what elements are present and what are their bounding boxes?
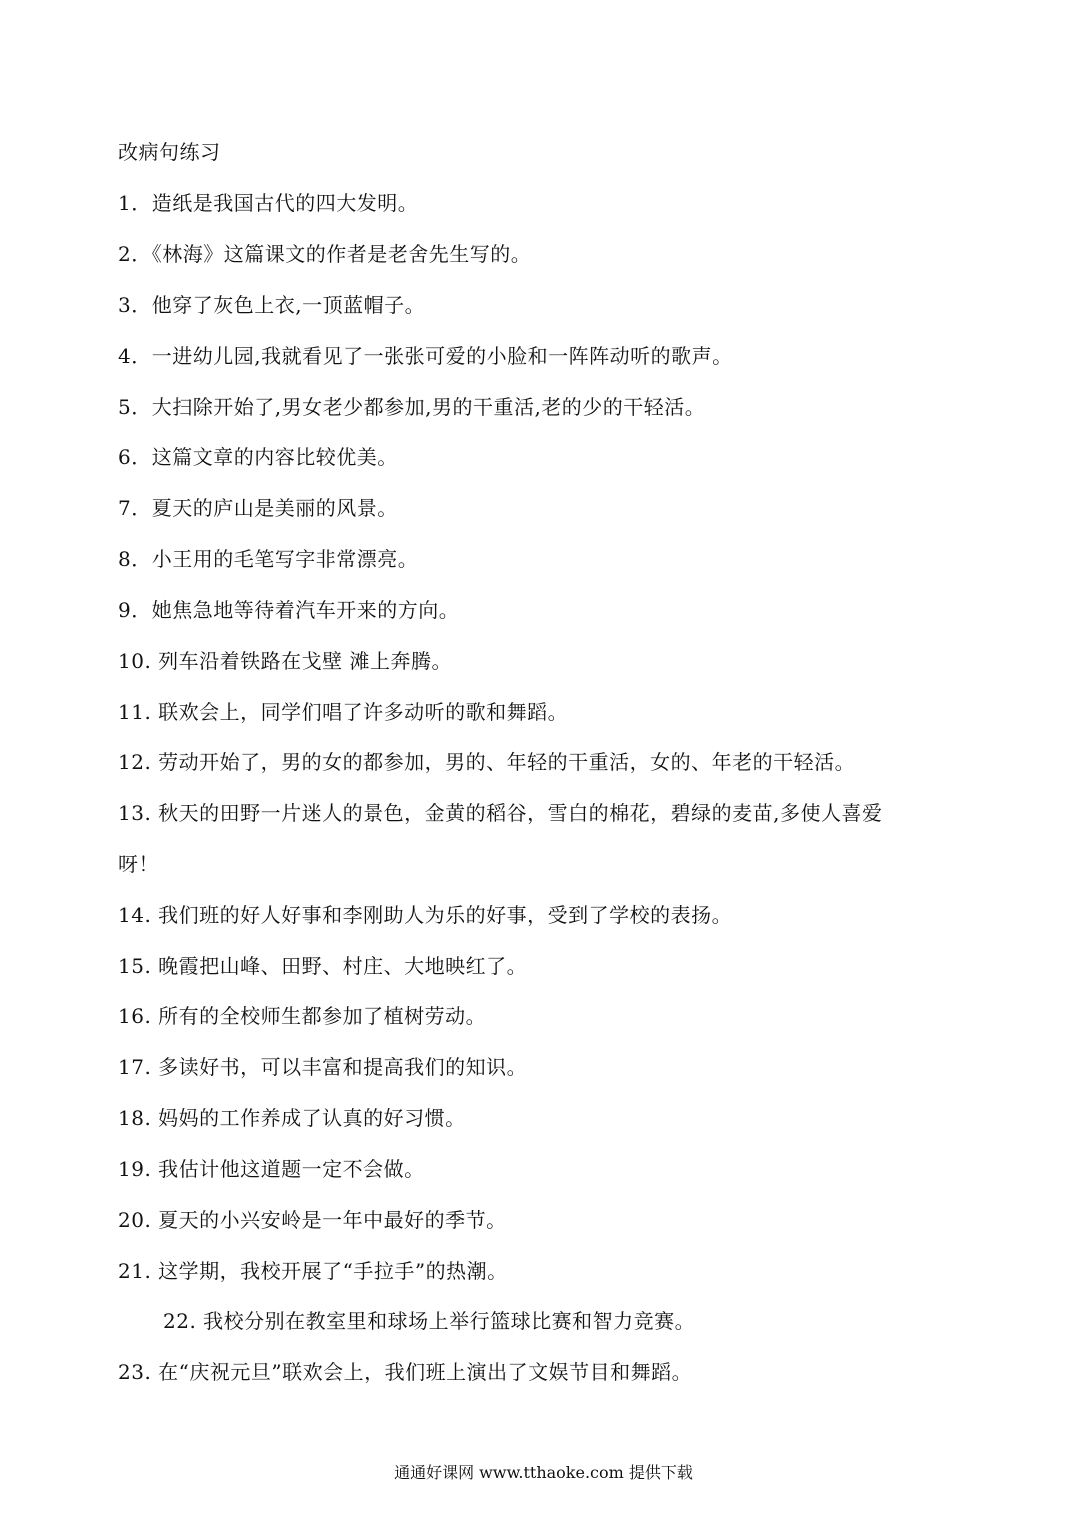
sentence-item-13: 13. 秋天的田野一片迷人的景色，金黄的稻谷，雪白的棉花，碧绿的麦苗,多使人喜爱 (118, 801, 883, 825)
sentence-item-7: 7．夏天的庐山是美丽的风景。 (118, 496, 398, 520)
sentence-item-10: 10. 列车沿着铁路在戈壁 滩上奔腾。 (118, 649, 453, 673)
sentence-item-22: 22. 我校分别在教室里和球场上举行篮球比赛和智力竞赛。 (163, 1309, 696, 1333)
sentence-item-11: 11. 联欢会上，同学们唱了许多动听的歌和舞蹈。 (118, 700, 569, 724)
document-title: 改病句练习 (118, 140, 221, 164)
sentence-item-8: 8．小王用的毛笔写字非常漂亮。 (118, 547, 419, 571)
sentence-item-19: 19. 我估计他这道题一定不会做。 (118, 1157, 425, 1181)
sentence-item-1: 1．造纸是我国古代的四大发明。 (118, 191, 419, 215)
sentence-item-2: 2．《林海》这篇课文的作者是老舍先生写的。 (118, 242, 532, 266)
sentence-item-3: 3．他穿了灰色上衣,一顶蓝帽子。 (118, 293, 426, 317)
sentence-item-17: 17. 多读好书，可以丰富和提高我们的知识。 (118, 1055, 528, 1079)
sentence-item-16: 16. 所有的全校师生都参加了植树劳动。 (118, 1004, 487, 1028)
sentence-item-15: 15. 晚霞把山峰、田野、村庄、大地映红了。 (118, 954, 528, 978)
sentence-item-13-continued: 呀！ (118, 852, 159, 876)
sentence-item-20: 20. 夏天的小兴安岭是一年中最好的季节。 (118, 1208, 507, 1232)
sentence-item-5: 5．大扫除开始了,男女老少都参加,男的干重活,老的少的干轻活。 (118, 395, 706, 419)
sentence-item-9: 9．她焦急地等待着汽车开来的方向。 (118, 598, 460, 622)
sentence-item-14: 14. 我们班的好人好事和李刚助人为乐的好事，受到了学校的表扬。 (118, 903, 733, 927)
sentence-item-4: 4．一进幼儿园,我就看见了一张张可爱的小脸和一阵阵动听的歌声。 (118, 344, 733, 368)
sentence-item-21: 21. 这学期，我校开展了“手拉手”的热潮。 (118, 1259, 508, 1283)
sentence-item-6: 6．这篇文章的内容比较优美。 (118, 445, 398, 469)
sentence-item-12: 12. 劳动开始了，男的女的都参加，男的、年轻的干重活，女的、年老的干轻活。 (118, 750, 856, 774)
page-footer: 通通好课网 www.tthaoke.com 提供下载 (394, 1463, 693, 1482)
sentence-item-18: 18. 妈妈的工作养成了认真的好习惯。 (118, 1106, 466, 1130)
sentence-item-23: 23. 在“庆祝元旦”联欢会上，我们班上演出了文娱节目和舞蹈。 (118, 1360, 693, 1384)
